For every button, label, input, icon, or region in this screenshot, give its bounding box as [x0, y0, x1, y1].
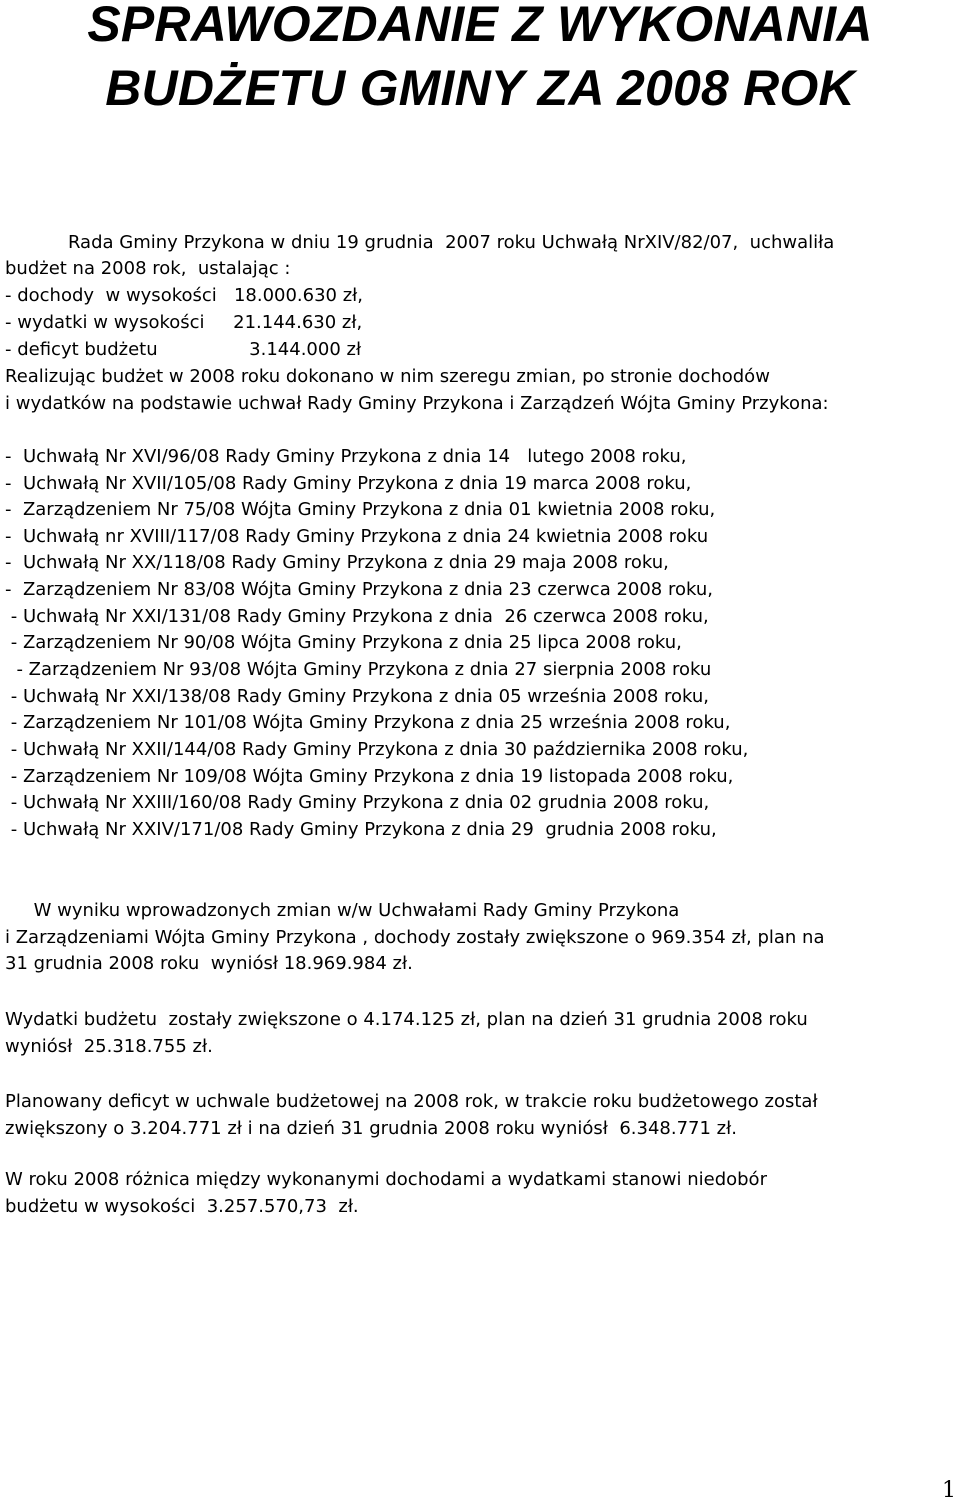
- document-title-line-1: SPRAWOZDANIE Z WYKONANIA: [87, 0, 873, 52]
- expenses-line: - wydatki w wysokości 21.144.630 zł,: [5, 312, 363, 333]
- expenses-summary-line: wyniósł 25.318.755 zł.: [5, 1036, 213, 1057]
- intro-line: budżet na 2008 rok, ustalając :: [5, 258, 291, 279]
- expenses-summary-line: Wydatki budżetu zostały zwiększone o 4.174.125 zł, plan na dzień 31 grudnia 2008 roku: [5, 1009, 808, 1030]
- list-item: - Zarządzeniem Nr 83/08 Wójta Gminy Przykona z dnia 23 czerwca 2008 roku,: [5, 579, 713, 600]
- page-number: 1: [942, 1478, 956, 1503]
- list-item: - Uchwałą nr XVIII/117/08 Rady Gminy Przykona z dnia 24 kwietnia 2008 roku: [5, 526, 709, 547]
- list-item: - Uchwałą Nr XVI/96/08 Rady Gminy Przykona z dnia 14 lutego 2008 roku,: [5, 446, 687, 467]
- list-item: - Zarządzeniem Nr 101/08 Wójta Gminy Przykona z dnia 25 września 2008 roku,: [5, 712, 731, 733]
- list-item: - Uchwałą Nr XVII/105/08 Rady Gminy Przykona z dnia 19 marca 2008 roku,: [5, 473, 692, 494]
- shortfall-summary-line: W roku 2008 różnica między wykonanymi dochodami a wydatkami stanowi niedobór: [5, 1169, 767, 1190]
- list-item: - Zarządzeniem Nr 93/08 Wójta Gminy Przykona z dnia 27 sierpnia 2008 roku: [5, 659, 712, 680]
- income-summary-line: 31 grudnia 2008 roku wyniósł 18.969.984 zł.: [5, 953, 413, 974]
- list-item: - Uchwałą Nr XXIII/160/08 Rady Gminy Przykona z dnia 02 grudnia 2008 roku,: [5, 792, 710, 813]
- document-title-line-2: BUDŻETU GMINY ZA 2008 ROK: [105, 60, 855, 116]
- income-summary-line: W wyniku wprowadzonych zmian w/w Uchwałami Rady Gminy Przykona: [5, 900, 680, 921]
- deficit-summary-line: Planowany deficyt w uchwale budżetowej na 2008 rok, w trakcie roku budżetowego został: [5, 1091, 818, 1112]
- list-item: - Zarządzeniem Nr 90/08 Wójta Gminy Przykona z dnia 25 lipca 2008 roku,: [5, 632, 682, 653]
- list-item: - Uchwałą Nr XXIV/171/08 Rady Gminy Przykona z dnia 29 grudnia 2008 roku,: [5, 819, 717, 840]
- list-item: - Zarządzeniem Nr 75/08 Wójta Gminy Przykona z dnia 01 kwietnia 2008 roku,: [5, 499, 716, 520]
- list-item: - Uchwałą Nr XXII/144/08 Rady Gminy Przykona z dnia 30 października 2008 roku,: [5, 739, 749, 760]
- list-item: - Zarządzeniem Nr 109/08 Wójta Gminy Przykona z dnia 19 listopada 2008 roku,: [5, 766, 734, 787]
- deficit-summary-line: zwiększony o 3.204.771 zł i na dzień 31 grudnia 2008 roku wyniósł 6.348.771 zł.: [5, 1118, 737, 1139]
- deficit-line: - deficyt budżetu 3.144.000 zł: [5, 339, 362, 360]
- shortfall-summary-line: budżetu w wysokości 3.257.570,73 zł.: [5, 1196, 359, 1217]
- income-summary-line: i Zarządzeniami Wójta Gminy Przykona , dochody zostały zwiększone o 969.354 zł, plan na: [5, 927, 825, 948]
- intro-line: Realizując budżet w 2008 roku dokonano w nim szeregu zmian, po stronie dochodów: [5, 366, 770, 387]
- list-item: - Uchwałą Nr XXI/138/08 Rady Gminy Przykona z dnia 05 września 2008 roku,: [5, 686, 710, 707]
- list-item: - Uchwałą Nr XX/118/08 Rady Gminy Przykona z dnia 29 maja 2008 roku,: [5, 552, 669, 573]
- income-line: - dochody w wysokości 18.000.630 zł,: [5, 285, 364, 306]
- intro-line: Rada Gminy Przykona w dniu 19 grudnia 2007 roku Uchwałą NrXIV/82/07, uchwaliła: [5, 232, 835, 253]
- list-item: - Uchwałą Nr XXI/131/08 Rady Gminy Przykona z dnia 26 czerwca 2008 roku,: [5, 606, 709, 627]
- intro-line: i wydatków na podstawie uchwał Rady Gminy Przykona i Zarządzeń Wójta Gminy Przykona:: [5, 393, 829, 414]
